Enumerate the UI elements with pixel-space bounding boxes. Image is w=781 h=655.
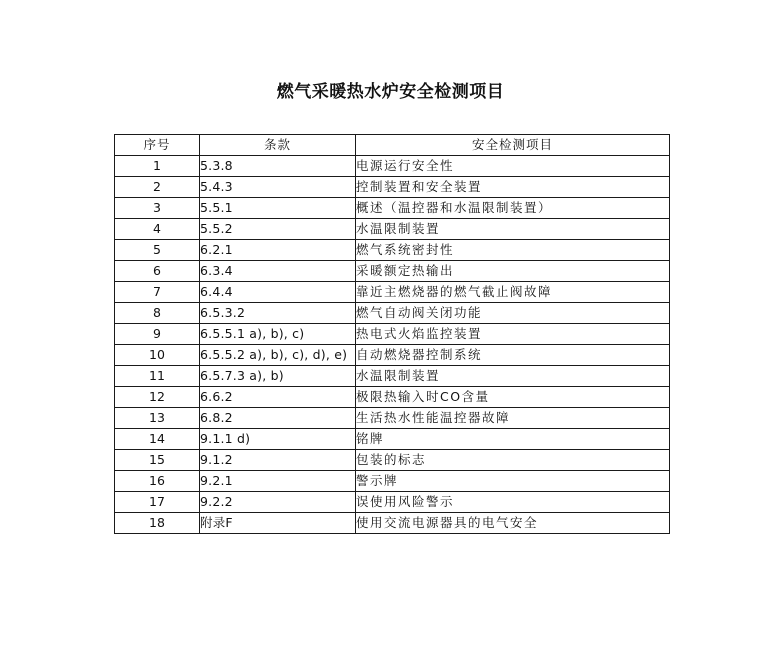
column-header-item: 安全检测项目 (356, 135, 670, 156)
cell-item: 铭牌 (356, 429, 670, 450)
cell-clause: 5.5.1 (200, 198, 356, 219)
cell-clause: 附录F (200, 513, 356, 534)
cell-item: 包装的标志 (356, 450, 670, 471)
table-row (115, 387, 670, 408)
cell-clause: 6.4.4 (200, 282, 356, 303)
cell-no: 10 (115, 345, 200, 366)
cell-no: 8 (115, 303, 200, 324)
cell-item: 电源运行安全性 (356, 156, 670, 177)
table-row (115, 513, 670, 534)
cell-no: 14 (115, 429, 200, 450)
cell-no: 16 (115, 471, 200, 492)
table-row (115, 303, 670, 324)
cell-no: 2 (115, 177, 200, 198)
table-body (115, 156, 670, 534)
cell-clause: 6.6.2 (200, 387, 356, 408)
cell-clause: 6.5.7.3 a), b) (200, 366, 356, 387)
table-row (115, 366, 670, 387)
column-header-clause: 条款 (200, 135, 356, 156)
cell-no: 1 (115, 156, 200, 177)
cell-no: 4 (115, 219, 200, 240)
table-row (115, 429, 670, 450)
table-row (115, 324, 670, 345)
cell-item: 概述（温控器和水温限制装置） (356, 198, 670, 219)
cell-item: 使用交流电源器具的电气安全 (356, 513, 670, 534)
cell-clause: 6.3.4 (200, 261, 356, 282)
cell-clause: 5.4.3 (200, 177, 356, 198)
cell-item: 燃气自动阀关闭功能 (356, 303, 670, 324)
table-header-row (115, 135, 670, 156)
cell-no: 3 (115, 198, 200, 219)
table-row (115, 261, 670, 282)
cell-item: 水温限制装置 (356, 219, 670, 240)
table-row (115, 450, 670, 471)
cell-no: 15 (115, 450, 200, 471)
page-title: 燃气采暖热水炉安全检测项目 (276, 82, 505, 102)
cell-clause: 6.5.3.2 (200, 303, 356, 324)
cell-clause: 5.5.2 (200, 219, 356, 240)
cell-clause: 6.8.2 (200, 408, 356, 429)
cell-no: 11 (115, 366, 200, 387)
cell-item: 水温限制装置 (356, 366, 670, 387)
cell-no: 5 (115, 240, 200, 261)
table-row (115, 471, 670, 492)
cell-clause: 9.2.1 (200, 471, 356, 492)
table-row (115, 492, 670, 513)
cell-item: 极限热输入时CO含量 (356, 387, 670, 408)
cell-no: 9 (115, 324, 200, 345)
cell-item: 热电式火焰监控装置 (356, 324, 670, 345)
cell-no: 18 (115, 513, 200, 534)
cell-clause: 6.5.5.2 a), b), c), d), e) (200, 345, 356, 366)
column-header-no: 序号 (115, 135, 200, 156)
table-row (115, 198, 670, 219)
table-row (115, 345, 670, 366)
cell-no: 7 (115, 282, 200, 303)
cell-clause: 9.1.1 d) (200, 429, 356, 450)
cell-no: 17 (115, 492, 200, 513)
table-row (115, 282, 670, 303)
cell-item: 自动燃烧器控制系统 (356, 345, 670, 366)
cell-item: 采暖额定热输出 (356, 261, 670, 282)
cell-clause: 6.5.5.1 a), b), c) (200, 324, 356, 345)
cell-clause: 9.1.2 (200, 450, 356, 471)
cell-clause: 6.2.1 (200, 240, 356, 261)
cell-item: 警示牌 (356, 471, 670, 492)
cell-item: 误使用风险警示 (356, 492, 670, 513)
table-row (115, 156, 670, 177)
cell-no: 12 (115, 387, 200, 408)
cell-item: 靠近主燃烧器的燃气截止阀故障 (356, 282, 670, 303)
table-row (115, 408, 670, 429)
table-row (115, 219, 670, 240)
cell-no: 6 (115, 261, 200, 282)
cell-item: 控制装置和安全装置 (356, 177, 670, 198)
cell-item: 燃气系统密封性 (356, 240, 670, 261)
table-row (115, 177, 670, 198)
cell-clause: 5.3.8 (200, 156, 356, 177)
cell-item: 生活热水性能温控器故障 (356, 408, 670, 429)
cell-no: 13 (115, 408, 200, 429)
safety-inspection-table (114, 134, 670, 534)
table-row (115, 240, 670, 261)
cell-clause: 9.2.2 (200, 492, 356, 513)
